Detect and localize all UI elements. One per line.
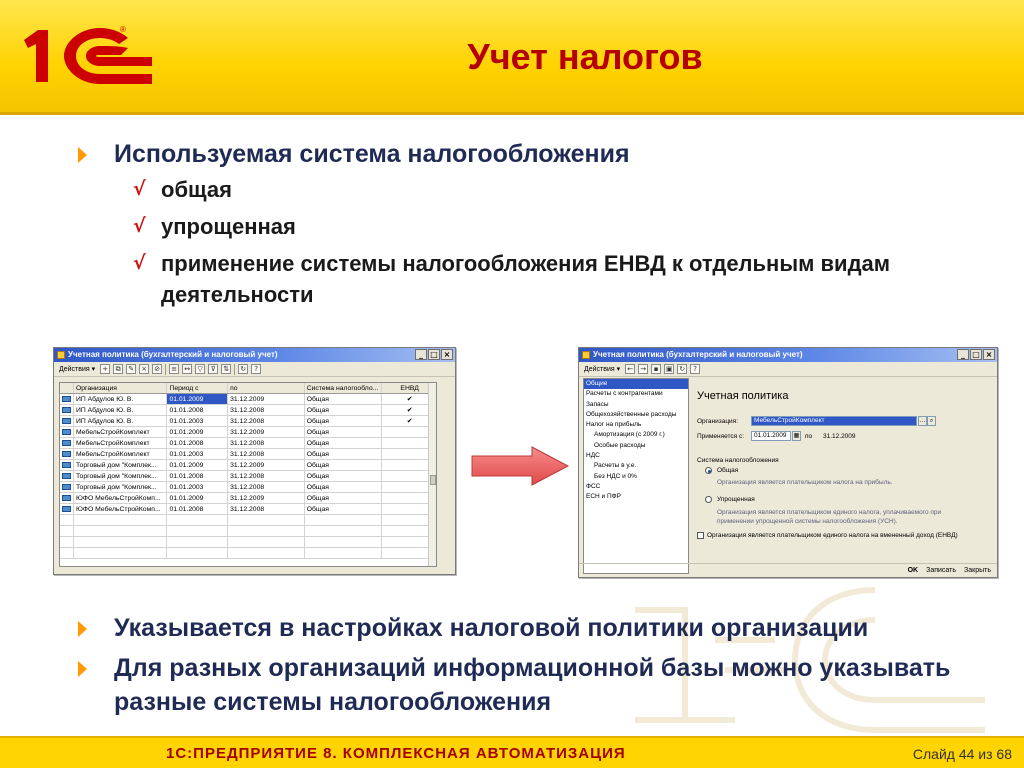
cell-organization: Торговый дом "Комплек... (74, 460, 168, 470)
cell-period-from: 01.01.2003 (167, 449, 228, 459)
close-icon[interactable]: × (441, 349, 453, 360)
cell-period-to: 31.12.2008 (228, 449, 305, 459)
footer-product-name: 1С:ПРЕДПРИЯТИЕ 8. КОМПЛЕКСНАЯ АВТОМАТИЗАЦИЯ (166, 745, 626, 762)
record-icon (62, 396, 71, 402)
bullet-arrow-icon (78, 147, 87, 163)
record-icon (62, 495, 71, 501)
nav-item[interactable]: Запасы (586, 400, 609, 408)
filter-icon[interactable]: ▽ (195, 364, 205, 374)
window-titlebar (54, 348, 455, 362)
svg-text:®: ® (120, 25, 126, 34)
policy-form (693, 378, 997, 574)
organization-field[interactable]: МебельСтройКомплект (751, 416, 917, 426)
toolbar-separator (165, 364, 166, 375)
empty-row (60, 537, 436, 548)
table-row[interactable] (60, 394, 436, 405)
table-row[interactable] (60, 438, 436, 449)
cell-period-from: 01.01.2008 (167, 438, 228, 448)
table-row[interactable] (60, 427, 436, 438)
ok-button[interactable]: OK (907, 567, 919, 574)
empty-cell (167, 548, 228, 558)
scrollbar-thumb[interactable] (430, 475, 436, 485)
window-titlebar (579, 348, 997, 362)
row-icon (60, 449, 74, 459)
window-title: Учетная политика (бухгалтерский и налоговый учет) (68, 350, 278, 359)
nav-item[interactable]: Налог на прибыль (586, 421, 642, 429)
empty-cell (305, 537, 383, 547)
cell-organization: Торговый дом "Комплек... (74, 471, 168, 481)
left-window-accounting-policy-list (53, 347, 456, 575)
nav-item[interactable]: НДС (586, 452, 600, 460)
cell-tax-system: Общая (305, 405, 383, 415)
cell-period-from: 01.01.2009 (167, 394, 228, 404)
sort-icon[interactable]: ⇅ (221, 364, 231, 374)
cell-period-to: 31.12.2009 (228, 427, 305, 437)
cell-tax-system: Общая (305, 471, 383, 481)
slide-header (0, 0, 1024, 112)
table-body (60, 394, 436, 559)
cell-period-from: 01.01.2003 (167, 416, 228, 426)
cell-period-to: 31.12.2008 (228, 471, 305, 481)
cell-period-to: 31.12.2009 (228, 460, 305, 470)
row-icon (60, 438, 74, 448)
record-icon (62, 484, 71, 490)
cell-envd: ✔ (382, 394, 436, 404)
row-icon (60, 482, 74, 492)
empty-cell (60, 537, 74, 547)
envd-checkbox[interactable] (697, 532, 704, 539)
table-row[interactable] (60, 449, 436, 460)
radio-simplified-label[interactable]: Упрощенная (717, 496, 755, 503)
delete-icon[interactable]: × (139, 364, 149, 374)
column-header-tax-system[interactable]: Система налогообло... (305, 383, 383, 393)
row-icon (60, 493, 74, 503)
bullet-tax-policy-settings (78, 611, 1008, 645)
list-icon[interactable]: ≡ (169, 364, 179, 374)
cell-organization: ЮФО МебельСтройКомп... (74, 504, 168, 514)
period-icon[interactable]: ↔ (182, 364, 192, 374)
radio-general-label[interactable]: Общая (717, 467, 739, 474)
cell-period-to: 31.12.2008 (228, 416, 305, 426)
nav-item[interactable]: Расчеты с контрагентами (586, 390, 663, 398)
organization-label: Организация: (697, 418, 739, 425)
empty-cell (60, 515, 74, 525)
row-icon (60, 460, 74, 470)
bullet-arrow-icon (78, 661, 87, 677)
empty-cell (167, 537, 228, 547)
cell-period-to: 31.12.2009 (228, 394, 305, 404)
nav-item[interactable]: Особые расходы (594, 441, 646, 449)
select-button[interactable]: … (919, 418, 926, 424)
close-button[interactable]: Закрыть (964, 567, 991, 574)
cell-tax-system: Общая (305, 416, 383, 426)
empty-cell (167, 515, 228, 525)
column-header-icon (60, 383, 74, 393)
refresh-icon[interactable]: ↻ (238, 364, 248, 374)
empty-cell (60, 526, 74, 536)
nav-item[interactable]: ФСС (586, 482, 601, 490)
table-row[interactable] (60, 405, 436, 416)
toolbar-separator (234, 364, 235, 375)
cell-tax-system: Общая (305, 493, 383, 503)
window-toolbar (54, 362, 455, 377)
slide-title: Учет налогов (467, 36, 703, 77)
record-icon (62, 440, 71, 446)
applies-from-label: Применяется с: (697, 433, 745, 440)
table-row[interactable] (60, 482, 436, 493)
help-icon[interactable]: ? (251, 364, 261, 374)
radio-general[interactable] (705, 467, 712, 474)
bullet-text: Указывается в настройках налоговой политики организации (114, 614, 869, 642)
actions-menu-button[interactable]: Действия ▾ (584, 366, 621, 373)
cell-organization: Торговый дом "Комплек... (74, 482, 168, 492)
cell-period-to: 31.12.2008 (228, 438, 305, 448)
cell-period-from: 01.01.2008 (167, 471, 228, 481)
window-toolbar (579, 362, 997, 377)
calendar-icon[interactable]: ▦ (793, 433, 800, 439)
bullet-tax-system (78, 137, 1008, 171)
minimize-icon[interactable]: _ (957, 349, 969, 360)
cell-period-to: 31.12.2008 (228, 504, 305, 514)
sub-bullet-simplified (133, 211, 983, 242)
checkmark-icon: √ (133, 178, 146, 200)
empty-row (60, 548, 436, 559)
cell-tax-system: Общая (305, 394, 383, 404)
cell-organization: ИП Абдулов Ю. В. (74, 416, 168, 426)
empty-cell (228, 526, 305, 536)
close-icon[interactable]: × (983, 349, 995, 360)
column-header-period-from[interactable]: Период с (167, 383, 228, 393)
cell-organization: ЮФО МебельСтройКомп... (74, 493, 168, 503)
table-header (60, 383, 436, 394)
record-icon (62, 429, 71, 435)
cell-organization: ИП Абдулов Ю. В. (74, 394, 168, 404)
cell-envd: ✔ (382, 416, 436, 426)
empty-row (60, 526, 436, 537)
sub-bullet-text: общая (161, 177, 232, 202)
record-icon (62, 451, 71, 457)
header-divider (0, 112, 1024, 115)
cell-tax-system: Общая (305, 460, 383, 470)
empty-cell (228, 537, 305, 547)
nav-item[interactable]: Амортизация (с 2009 г.) (594, 431, 665, 439)
open-icon[interactable]: ⌕ (927, 416, 936, 426)
cell-organization: ИП Абдулов Ю. В. (74, 405, 168, 415)
minimize-icon[interactable]: _ (415, 349, 427, 360)
radio-simplified[interactable] (705, 496, 712, 503)
row-icon (60, 427, 74, 437)
empty-cell (60, 548, 74, 558)
slide-counter: Слайд 44 из 68 (912, 746, 1012, 762)
back-icon[interactable]: ← (625, 364, 635, 374)
table-row[interactable] (60, 493, 436, 504)
cell-organization: МебельСтройКомплект (74, 449, 168, 459)
cell-organization: МебельСтройКомплект (74, 438, 168, 448)
record-icon (62, 506, 71, 512)
nav-item[interactable]: Без НДС и 0% (594, 472, 637, 480)
filter-clear-icon[interactable]: ⊽ (208, 364, 218, 374)
empty-cell (305, 526, 383, 536)
empty-cell (305, 548, 383, 558)
cell-tax-system: Общая (305, 438, 383, 448)
record-icon (62, 418, 71, 424)
cell-period-from: 01.01.2009 (167, 493, 228, 503)
table-row[interactable] (60, 460, 436, 471)
cell-period-to: 31.12.2008 (228, 482, 305, 492)
sub-bullet-text: упрощенная (161, 214, 296, 239)
row-icon (60, 416, 74, 426)
refresh-icon[interactable]: ↻ (677, 364, 687, 374)
maximize-icon[interactable]: □ (970, 349, 982, 360)
cell-tax-system: Общая (305, 449, 383, 459)
help-icon[interactable]: ? (690, 364, 700, 374)
nav-item[interactable]: ЕСН и ПФР (586, 493, 621, 501)
record-icon (62, 473, 71, 479)
cell-period-from: 01.01.2009 (167, 460, 228, 470)
tax-system-group-label: Система налогообложения (697, 457, 779, 464)
cell-period-to: 31.12.2008 (228, 405, 305, 415)
cell-tax-system: Общая (305, 504, 383, 514)
right-window-accounting-policy-form (578, 347, 998, 578)
right-arrow-icon (470, 446, 570, 486)
empty-cell (228, 548, 305, 558)
sub-bullet-general (133, 174, 983, 205)
save-icon[interactable]: ▪ (651, 364, 661, 374)
empty-cell (305, 515, 383, 525)
cell-tax-system: Общая (305, 427, 383, 437)
policy-table (59, 382, 437, 567)
bullet-text: Для разных организаций информационной базы можно указывать разные системы налогообложения (114, 654, 951, 716)
radio-simplified-description-1: Организация является плательщиком единого налога, уплачиваемого при (717, 509, 942, 516)
window-title: Учетная политика (бухгалтерский и налоговый учет) (593, 350, 803, 359)
radio-general-description: Организация является плательщиком налога на прибыль. (717, 479, 893, 486)
bullet-text: Используемая система налогообложения (114, 140, 630, 168)
edit-icon[interactable]: ✎ (126, 364, 136, 374)
bullet-different-organizations (78, 651, 1008, 721)
radio-simplified-description-2: применении упрощенной системы налогообложения (УСН). (717, 518, 898, 525)
forward-icon[interactable]: → (638, 364, 648, 374)
window-controls (957, 349, 995, 360)
add-icon[interactable]: + (100, 364, 110, 374)
applies-from-field[interactable]: 01.01.2009 (751, 431, 791, 441)
column-header-envd[interactable]: ЕНВД (382, 383, 436, 393)
empty-cell (74, 526, 168, 536)
empty-cell (228, 515, 305, 525)
save-close-icon[interactable]: ▣ (665, 365, 673, 373)
nav-item[interactable]: Общие (584, 379, 688, 389)
bullet-arrow-icon (78, 621, 87, 637)
checkmark-icon: √ (133, 215, 146, 237)
cell-period-from: 01.01.2003 (167, 482, 228, 492)
row-icon (60, 504, 74, 514)
cell-envd: ✔ (382, 405, 436, 415)
applies-to-value: 31.12.2009 (823, 433, 856, 440)
cell-period-from: 01.01.2008 (167, 405, 228, 415)
form-heading: Учетная политика (697, 390, 789, 402)
sub-bullet-envd (133, 248, 983, 310)
row-icon (60, 394, 74, 404)
window-controls (415, 349, 453, 360)
cell-period-to: 31.12.2009 (228, 493, 305, 503)
checkmark-icon: √ (133, 252, 146, 274)
copy-icon[interactable]: ⧉ (113, 364, 123, 374)
save-button[interactable]: Записать (926, 567, 957, 574)
table-row[interactable] (60, 504, 436, 515)
cell-tax-system: Общая (305, 482, 383, 492)
cell-organization: МебельСтройКомплект (74, 427, 168, 437)
table-row[interactable] (60, 416, 436, 427)
empty-cell (74, 548, 168, 558)
envd-checkbox-label[interactable]: Организация является плательщиком единого налога на вмененный доход (ЕНВД) (707, 532, 958, 539)
record-icon (62, 462, 71, 468)
applies-to-label: по (805, 433, 813, 440)
table-scrollbar[interactable] (428, 383, 436, 566)
cell-period-from: 01.01.2008 (167, 504, 228, 514)
record-icon (62, 407, 71, 413)
empty-cell (167, 526, 228, 536)
cell-period-from: 01.01.2009 (167, 427, 228, 437)
table-row[interactable] (60, 471, 436, 482)
sub-bullet-text: применение системы налогообложения ЕНВД к отдельным видам деятельности (161, 251, 891, 307)
empty-cell (74, 537, 168, 547)
window-app-icon (582, 351, 590, 359)
nav-item[interactable]: Общехозяйственные расходы (586, 410, 677, 418)
actions-menu-button[interactable]: Действия ▾ (59, 366, 96, 373)
column-header-period-to[interactable]: по (228, 383, 305, 393)
empty-cell (74, 515, 168, 525)
window-app-icon (57, 351, 65, 359)
empty-row (60, 515, 436, 526)
settings-nav-tree (583, 378, 689, 574)
mark-delete-icon[interactable]: ⊘ (152, 364, 162, 374)
row-icon (60, 405, 74, 415)
maximize-icon[interactable]: □ (428, 349, 440, 360)
column-header-organization[interactable]: Организация (74, 383, 168, 393)
slide-footer (0, 736, 1024, 768)
nav-item[interactable]: Расчеты в у.е. (594, 462, 637, 470)
row-icon (60, 471, 74, 481)
